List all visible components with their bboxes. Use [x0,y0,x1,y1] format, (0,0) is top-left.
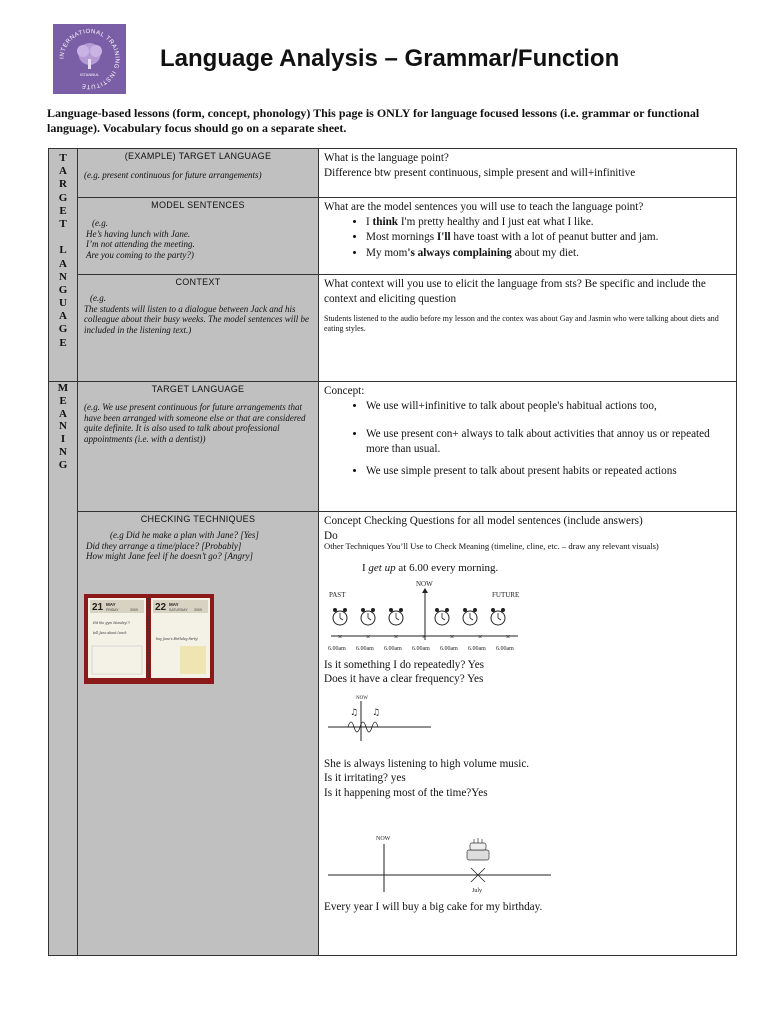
answer-cell[interactable] [319,512,737,956]
music-note-icon: ♫ [372,707,381,718]
target-language-row [49,149,737,198]
planner-right-day: 22 [155,601,167,613]
timeline-now-label: NOW [416,579,433,588]
row-heading: CHECKING TECHNIQUES [140,514,256,524]
row-heading: TARGET LANGUAGE [151,384,245,394]
answer-question: What are the model sentences you will use to teach the language point? [324,201,644,213]
alarm-clock-icon [389,608,403,625]
context-row [49,275,737,382]
music-timeline [326,691,436,751]
music-note-icon: ♫ [350,707,359,718]
time-label: 6.00am [468,645,486,652]
birthday-cake-icon [467,838,489,860]
answer-question: What context will you use to elicit the language from sts? Be specific and include the context and eliciting question [324,278,706,305]
birthday-timeline [326,830,556,900]
tree-icon [77,43,102,69]
example-cell [78,382,319,512]
alarm-clock-icon [435,608,449,625]
alarm-clock-icons [333,608,505,625]
planner-note: buy Jane's Birthday Party! [156,636,199,641]
model-sentence: • My mom's always complaining about my diet. [366,246,732,261]
side-letter: N [59,445,67,458]
answer-cell[interactable] [319,275,737,382]
side-letter: I [60,433,66,446]
ccq-line: Is it something I do repeatedly? Yes [324,658,485,671]
timeline-future-label: FUTURE [492,590,520,599]
answer-do: Do [324,529,338,542]
side-letter: E [59,336,67,349]
timeline-cross: × [338,633,343,641]
side-letter: G [58,323,68,336]
time-label: 6.00am [328,645,346,652]
example-cell [78,512,319,956]
timeline-cross: × [394,633,399,641]
planner-left-year: 2009 [130,607,138,612]
side-letter: G [58,191,68,204]
example-line: (e.g. [92,218,108,228]
intro-text: Language-based lessons (form, concept, phonology) This page is ONLY for language focused lessons (i.e. grammar or functional language). Vocabulary focus should go on a separate sheet. [47,106,700,135]
planner-right-month: MAY [169,601,179,607]
timeline-times [328,646,514,652]
example-line: (e.g. [90,293,106,303]
page-title: Language Analysis – Grammar/Function [160,45,620,72]
side-letter: U [59,297,67,310]
time-label: 6.00am [496,645,514,652]
side-letter [49,231,77,244]
side-letter: G [58,458,68,471]
side-letter: E [59,204,67,217]
planner-left-weekday: FRIDAY [106,607,119,612]
alarm-clock-icon [463,608,477,625]
answer-question: What is the language point? [324,152,449,164]
example-line: Are you coming to the party?) [86,249,194,260]
alarm-clock-icon [333,608,347,625]
side-letter: A [59,165,67,178]
section-label-target-language [49,149,78,382]
side-letter: A [59,310,67,323]
example-line: He’s having lunch with Jane. [86,228,191,239]
logo-sub-text: ISTANBUL [79,72,100,77]
institute-logo [53,24,126,94]
planner-left-month: MAY [106,601,116,607]
row-heading: CONTEXT [175,277,221,287]
example-line: I’m not attending the meeting. [86,239,195,249]
ccq-line: Is it irritating? yes [324,772,406,784]
answer-text: Students listened to the audio before my lesson and the contex was about Gay and Jasmin who were talking about diets and eating styles. [324,314,719,333]
timeline-now-label: NOW [356,695,368,701]
answer-cell[interactable] [319,149,737,198]
side-letter: N [59,270,67,283]
planner-note: tell Jane about lunch [93,630,127,635]
planner-right-weekday: SATURDAY [169,607,188,612]
time-label: 6.00am [356,645,374,652]
ccq-line: Does it have a clear frequency? Yes [324,673,484,685]
analysis-table [48,148,737,956]
answer-question: Concept Checking Questions for all model sentences (include answers) [324,515,643,527]
logo-ring-text: INTERNATIONAL TRAINING INSTITUTE [59,28,120,90]
concept-bullet: • We use present con+ always to talk about activities that annoy us or repeated more than usual. [366,427,732,456]
planner-note: Hit the gym Monday!!! [93,620,131,625]
row-heading: MODEL SENTENCES [151,200,245,210]
alarm-clock-icon [491,608,505,625]
side-letter: G [58,283,68,296]
timeline-cross: × [366,633,371,641]
time-label: 6.00am [440,645,458,652]
example-line: The students will listen to a dialogue between Jack and his colleague about their busy weeks. The model sentences will be included in the listening text.) [84,303,309,335]
side-letters [49,152,77,350]
time-label: 6.00am [384,645,402,652]
model-sentences-row [49,198,737,275]
example-text: (e.g. present continuous for future arrangements) [84,170,262,180]
example-line: (e.g Did he make a plan with Jane? [Yes] [110,530,259,540]
side-letters [49,382,77,472]
section-label-meaning [49,382,78,956]
model-sentence: • I think I'm pretty healthy and I just eat what I like. [366,215,732,230]
example-cell [78,198,319,275]
habit-timeline [326,578,526,656]
side-letter: A [59,407,67,420]
planner-image [84,594,214,684]
other-techniques: Other Techniques You’ll Use to Check Meaning (timeline, cline, etc. – draw any relevant visuals) [324,541,659,551]
planner-left-day: 21 [92,601,104,613]
time-label: 6.00am [412,645,430,652]
timeline-crosses [338,634,510,641]
alarm-clock-icon [361,608,375,625]
timeline-past-label: PAST [329,590,346,599]
concept-bullet: • We use simple present to talk about present habits or repeated actions [366,464,732,479]
checking-techniques-row [49,512,737,956]
side-letter: T [59,217,67,230]
answer-text: Difference btw present continuous, simple present and will+infinitive [324,166,636,179]
concept-bullet: • We use will+infinitive to talk about people's habitual actions too, [366,399,732,414]
timeline-month-label: July [472,888,483,894]
side-letter: A [59,257,67,270]
ccq-line: Is it happening most of the time?Yes [324,786,488,799]
timeline-cross: × [450,633,455,641]
side-letter: E [59,394,67,407]
answer-cell[interactable] [319,198,737,275]
timeline-cross: × [478,633,483,641]
ccq-line: She is always listening to high volume music. [324,757,530,770]
side-letter: R [59,178,67,191]
meaning-target-row [49,382,737,512]
side-letter: M [57,382,69,394]
row-heading: (EXAMPLE) TARGET LANGUAGE [124,151,272,161]
answer-cell[interactable] [319,382,737,512]
example-line: Did they arrange a time/place? [Probably] [86,540,242,551]
side-letter: N [59,420,67,433]
side-letter: L [59,244,67,257]
example-cell [78,149,319,198]
example-text: (e.g. We use present continuous for future arrangements that have been arranged with someone else or that are considered quite definite. It is also used to talk about professional appointments (i.e. with a dentist)) [84,402,306,444]
timeline-sentence: I get up at 6.00 every morning. [362,562,499,574]
model-sentence: • Most mornings I'll have toast with a lot of peanut butter and jam. [366,230,732,245]
side-letter: T [59,152,67,164]
final-sentence: Every year I will buy a big cake for my birthday. [324,901,543,913]
planner-right-year: 2009 [194,607,202,612]
answer-question: Concept: [324,385,365,397]
example-line: How might Jane feel if he doesn’t go? [Angry] [86,551,253,561]
timeline-cross: × [506,633,511,641]
timeline-cross: × [422,633,427,641]
example-cell [78,275,319,382]
timeline-now-label: NOW [376,836,391,842]
